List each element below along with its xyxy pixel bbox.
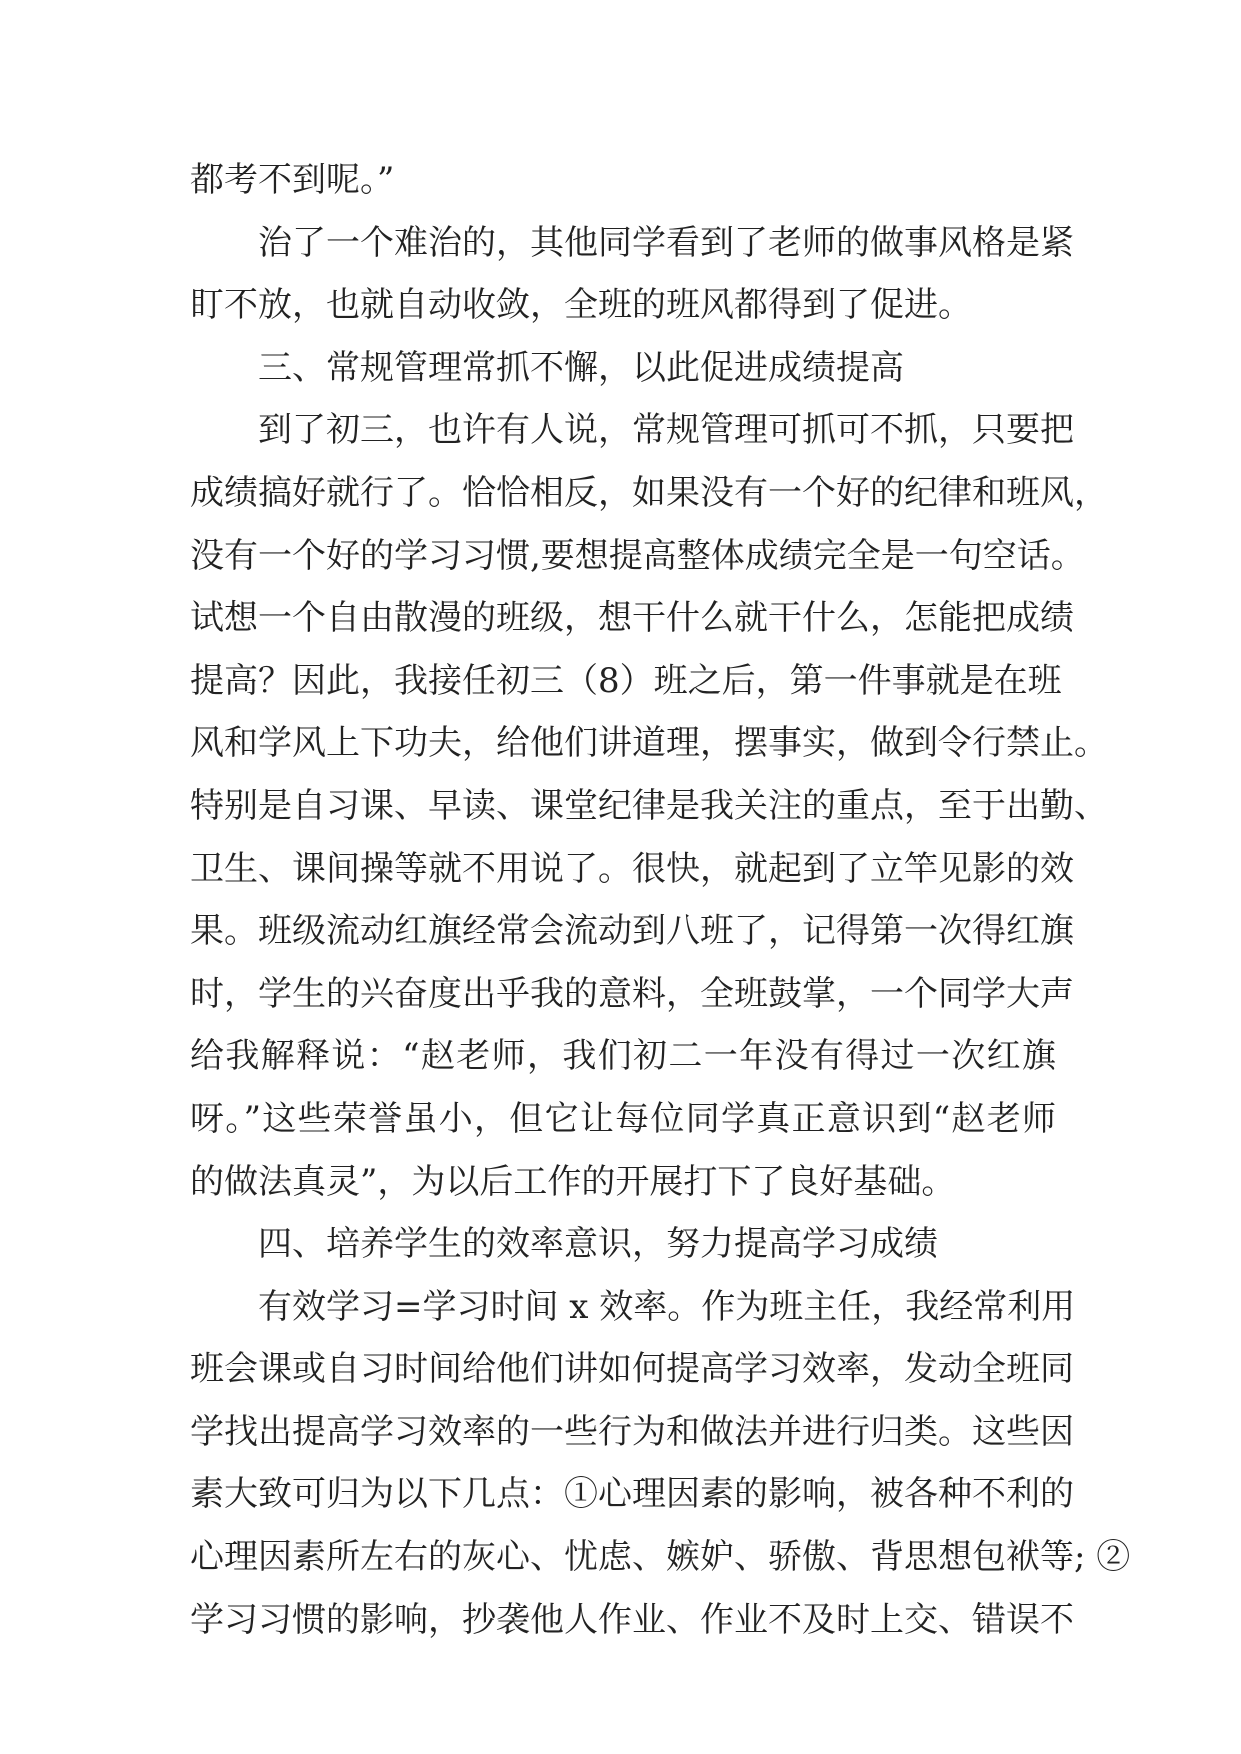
text-line: 卫生、课间操等就不用说了。很快，就起到了立竿见影的效	[190, 848, 1074, 889]
text-line: 果。班级流动红旗经常会流动到八班了，记得第一次得红旗	[190, 911, 1074, 952]
text-line: 学找出提高学习效率的一些行为和做法并进行归类。这些因	[190, 1411, 1074, 1452]
text-line: 心理因素所左右的灰心、忧虑、嫉妒、骄傲、背思想包袱等; ②	[190, 1537, 1131, 1578]
text-line: 试想一个自由散漫的班级，想干什么就干什么，怎能把成绩	[190, 598, 1074, 639]
text-line: 都考不到呢。”	[190, 160, 395, 200]
text-line: 提高？因此，我接任初三（8）班之后，第一件事就是在班	[190, 660, 1062, 701]
text-line: 学习习惯的影响，抄袭他人作业、作业不及时上交、错误不	[190, 1599, 1074, 1640]
text-line: 呀。”这些荣誉虽小，但它让每位同学真正意识到“赵老师	[190, 1098, 1056, 1139]
text-line: 的做法真灵”，为以后工作的开展打下了良好基础。	[190, 1161, 956, 1202]
text-line: 没有一个好的学习习惯,要想提高整体成绩完全是一句空话。	[190, 535, 1085, 576]
text-line: 给我解释说：“赵老师，我们初二一年没有得过一次红旗	[190, 1036, 1056, 1077]
section-heading-three: 三、常规管理常抓不懈，以此促进成绩提高	[258, 347, 904, 388]
paragraph-start-line: 治了一个难治的，其他同学看到了老师的做事风格是紧	[258, 222, 1074, 263]
body-text	[190, 149, 1131, 1651]
text-line: 风和学风上下功夫，给他们讲道理，摆事实，做到令行禁止。	[190, 723, 1108, 764]
text-line: 盯不放，也就自动收敛，全班的班风都得到了促进。	[190, 285, 972, 326]
text-line: 时，学生的兴奋度出乎我的意料，全班鼓掌，一个同学大声	[190, 973, 1074, 1014]
text-line: 成绩搞好就行了。恰恰相反，如果没有一个好的纪律和班风，	[190, 472, 1108, 513]
paragraph-start-line: 到了初三，也许有人说，常规管理可抓可不抓，只要把	[258, 410, 1074, 451]
paragraph-start-line: 有效学习=学习时间 x 效率。作为班主任，我经常利用	[258, 1286, 1076, 1327]
text-line: 班会课或自习时间给他们讲如何提高学习效率，发动全班同	[190, 1349, 1074, 1390]
section-heading-four: 四、培养学生的效率意识，努力提高学习成绩	[258, 1224, 938, 1265]
text-line: 特别是自习课、早读、课堂纪律是我关注的重点，至于出勤、	[190, 785, 1108, 826]
text-line: 素大致可归为以下几点：①心理因素的影响，被各种不利的	[190, 1474, 1074, 1515]
